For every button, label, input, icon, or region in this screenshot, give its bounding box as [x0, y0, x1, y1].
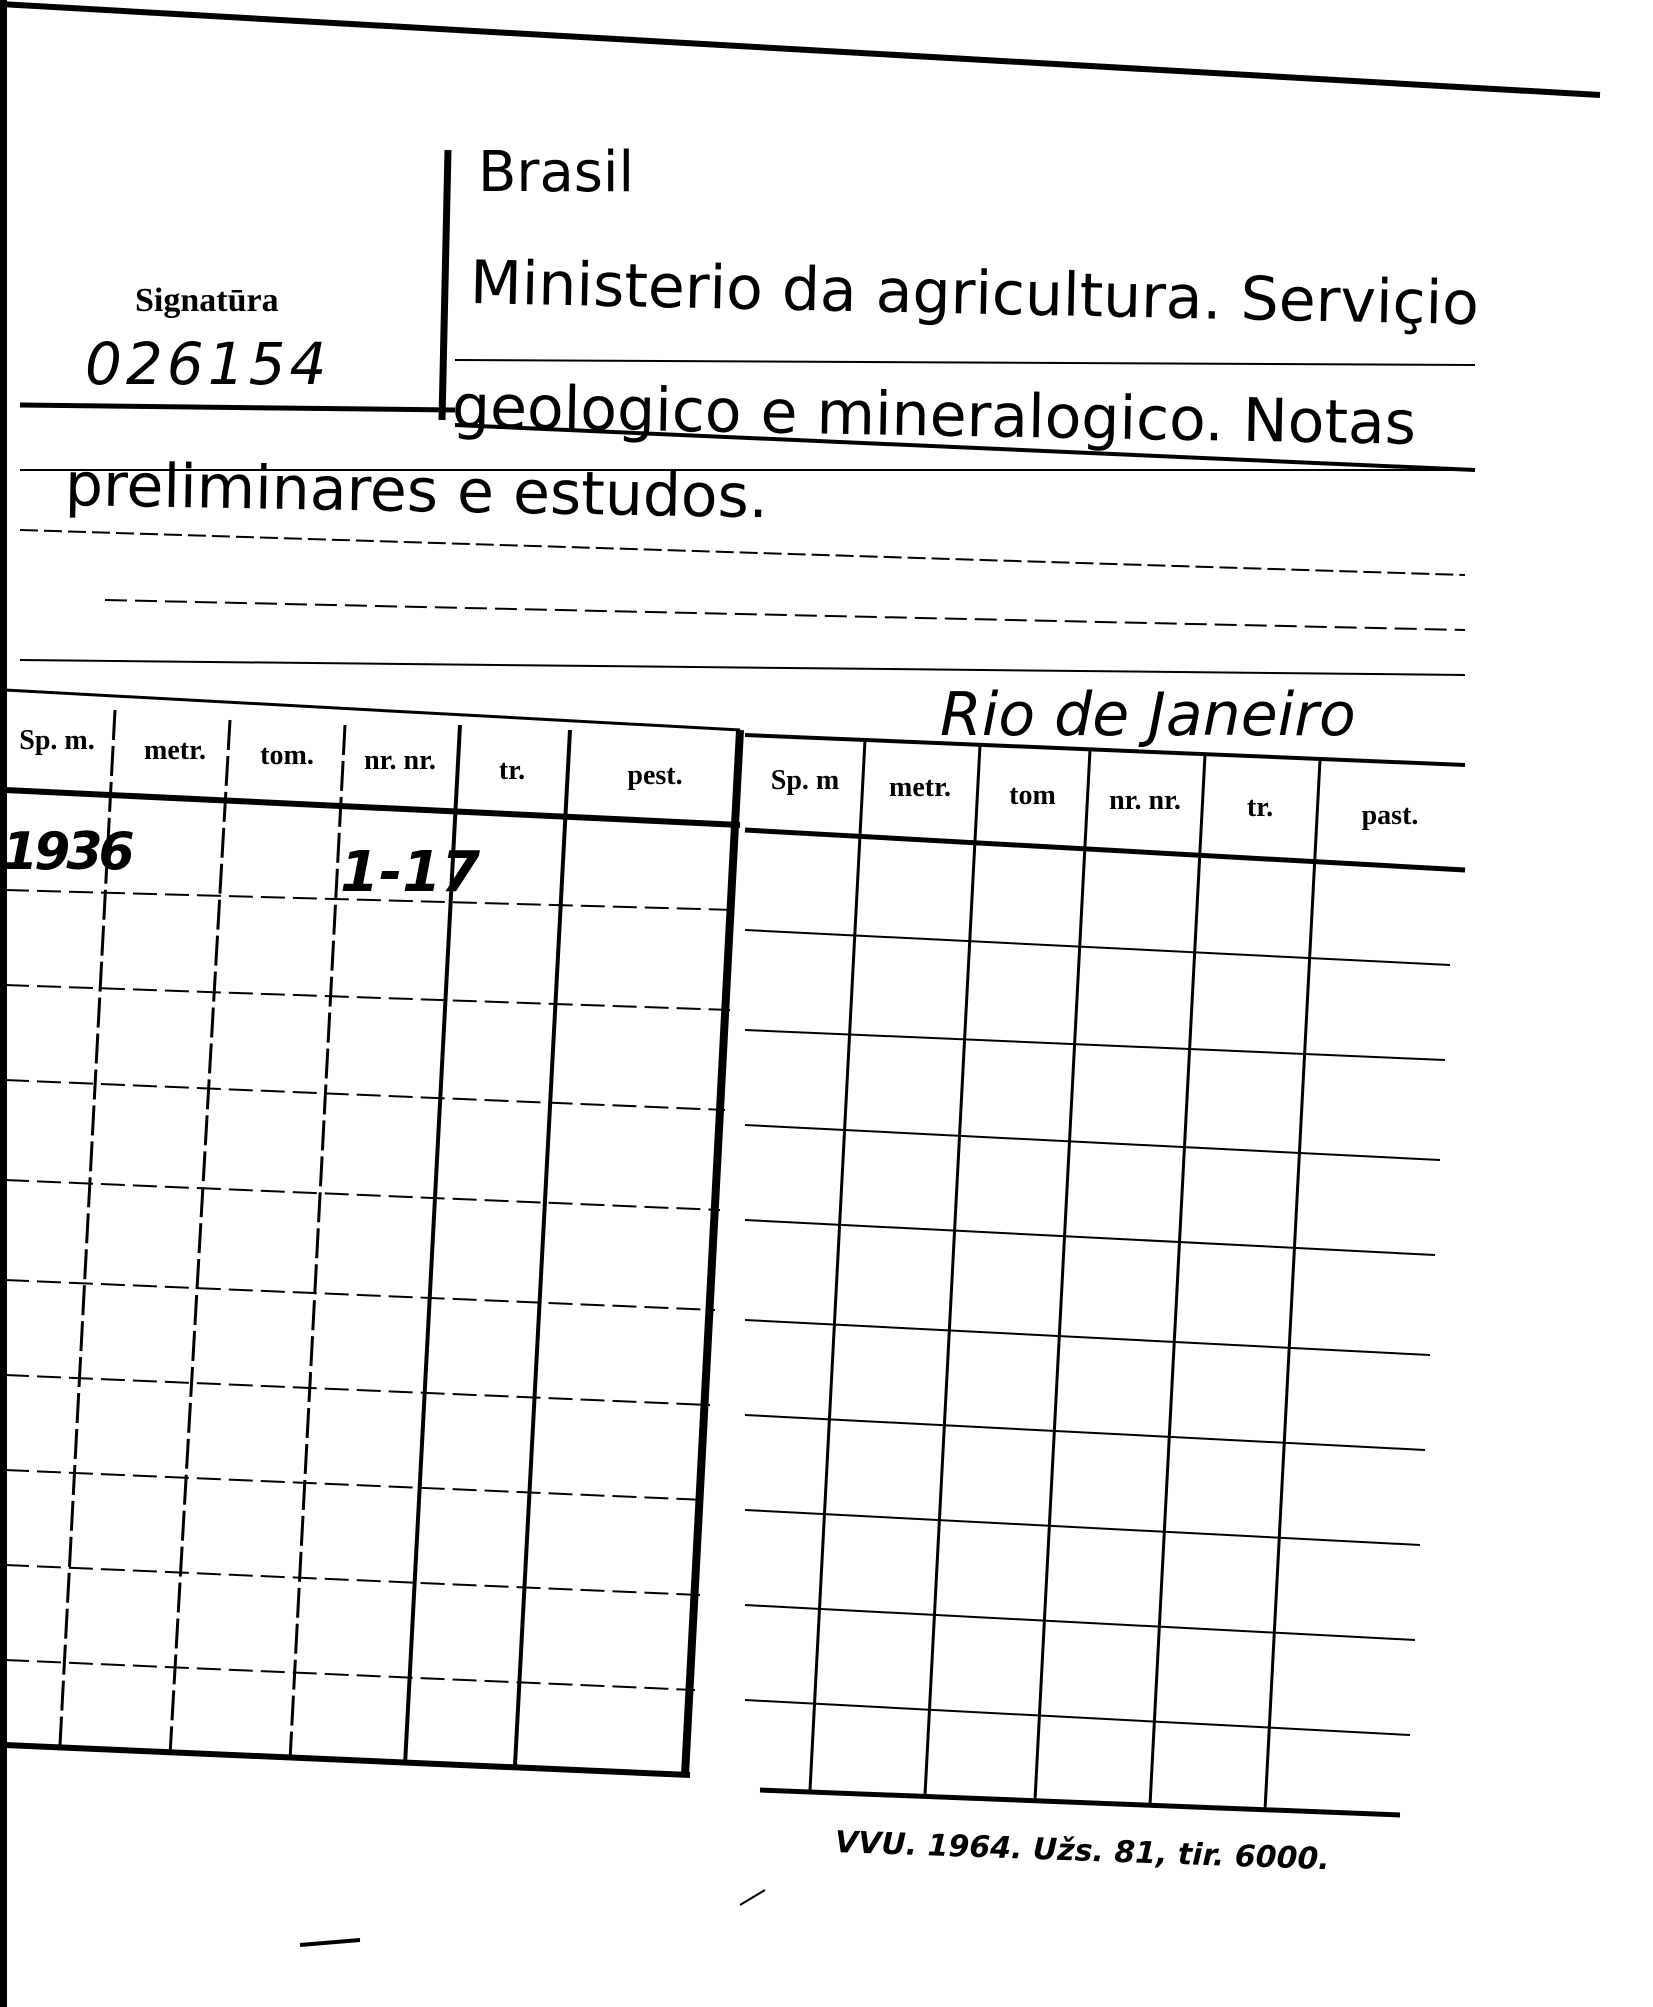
- title-line-2: geologico e mineralogico. Notas: [451, 372, 1417, 459]
- printer-imprint: VVU. 1964. Užs. 81, tir. 6000.: [834, 1825, 1331, 1878]
- title-line-1: Ministerio da agricultura. Serviçio: [469, 248, 1480, 340]
- right-header-past: past.: [1361, 800, 1419, 831]
- title-line-3: preliminares e estudos.: [64, 450, 769, 533]
- right-header-metr: metr.: [889, 772, 951, 803]
- left-header-tr: tr.: [498, 755, 526, 786]
- left-header-pest: pest.: [627, 760, 683, 791]
- left-cell-year: 1936: [2, 822, 131, 882]
- place-of-publication: Rio de Janeiro: [940, 680, 1356, 750]
- right-header-tom: tom: [1009, 780, 1056, 811]
- right-header-tr: tr.: [1246, 792, 1274, 823]
- left-header-nr-nr: nr. nr.: [364, 745, 436, 776]
- left-header-sp-m: Sp. m.: [19, 725, 95, 756]
- title-country: Brasil: [478, 140, 635, 205]
- left-cell-numbers: 1-17: [340, 840, 481, 905]
- right-header-sp-m: Sp. m: [770, 765, 840, 796]
- signature-number: 026154: [85, 330, 331, 398]
- right-header-nr-nr: nr. nr.: [1109, 785, 1181, 816]
- left-header-tom: tom.: [260, 740, 314, 771]
- signature-label: Signatūra: [135, 282, 279, 319]
- left-header-metr: metr.: [144, 735, 206, 766]
